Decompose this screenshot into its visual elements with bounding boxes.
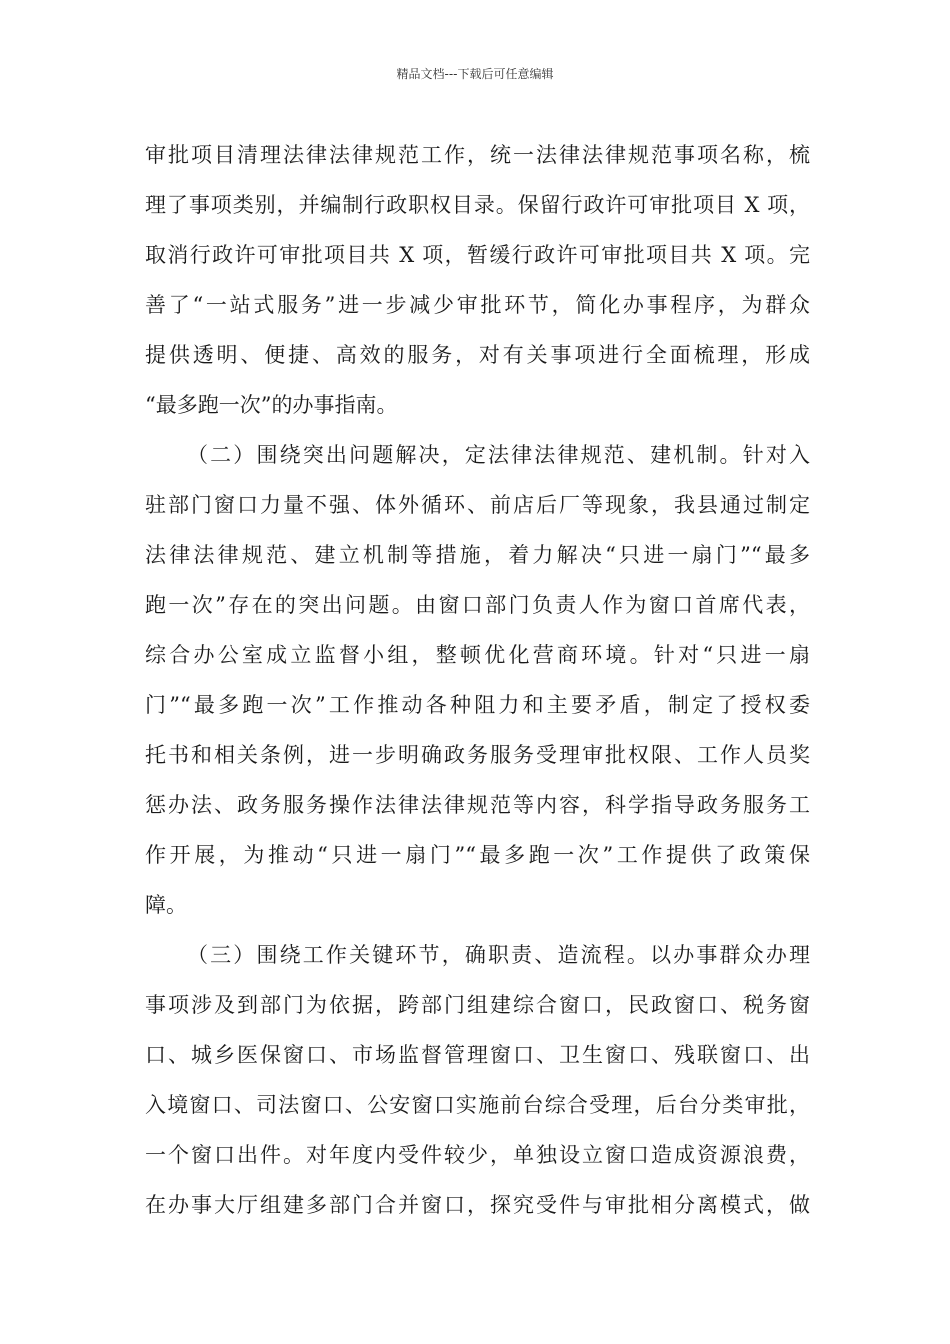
text-line: 一个窗口出件。对年度内受件较少，单独设立窗口造成资源浪费， xyxy=(145,1143,810,1167)
text-line: “最多跑一次”的办事指南。 xyxy=(145,393,398,417)
text-line: 在办事大厅组建多部门合并窗口，探究受件与审批相分离模式，做 xyxy=(145,1193,810,1217)
text-line: 驻部门窗口力量不强、体外循环、前店后厂等现象，我县通过制定 xyxy=(145,493,810,517)
page-header: 精品文档---下载后可任意编辑 xyxy=(396,67,554,81)
paragraph-first-line: （二）围绕突出问题解决，定法律法律规范、建机制。针对入 xyxy=(187,443,810,467)
text-line: 理了事项类别，并编制行政职权目录。保留行政许可审批项目 X 项， xyxy=(145,193,810,217)
text-line: 善了“一站式服务”进一步减少审批环节，简化办事程序，为群众 xyxy=(145,293,810,317)
text-line: 事项涉及到部门为依据，跨部门组建综合窗口，民政窗口、税务窗 xyxy=(145,993,810,1017)
text-line: 口、城乡医保窗口、市场监督管理窗口、卫生窗口、残联窗口、出 xyxy=(145,1043,810,1067)
text-line: 作开展，为推动“只进一扇门”“最多跑一次”工作提供了政策保 xyxy=(145,843,810,867)
text-line: 托书和相关条例，进一步明确政务服务受理审批权限、工作人员奖 xyxy=(145,743,810,767)
text-line: 综合办公室成立监督小组，整顿优化营商环境。针对“只进一扇 xyxy=(145,643,810,667)
text-line: 取消行政许可审批项目共 X 项，暂缓行政许可审批项目共 X 项。完 xyxy=(145,243,810,267)
text-line: 入境窗口、司法窗口、公安窗口实施前台综合受理，后台分类审批， xyxy=(145,1093,810,1117)
document-body xyxy=(145,130,810,1230)
text-line: 法律法律规范、建立机制等措施，着力解决“只进一扇门”“最多 xyxy=(145,543,810,567)
text-line: 审批项目清理法律法律规范工作，统一法律法律规范事项名称，梳 xyxy=(145,143,810,167)
text-line: 提供透明、便捷、高效的服务，对有关事项进行全面梳理，形成 xyxy=(145,343,810,367)
text-line: 障。 xyxy=(145,893,187,917)
paragraph-first-line: （三）围绕工作关键环节，确职责、造流程。以办事群众办理 xyxy=(187,943,810,967)
text-line: 惩办法、政务服务操作法律法律规范等内容，科学指导政务服务工 xyxy=(145,793,810,817)
text-line: 跑一次”存在的突出问题。由窗口部门负责人作为窗口首席代表， xyxy=(145,593,810,617)
text-line: 门”“最多跑一次”工作推动各种阻力和主要矛盾，制定了授权委 xyxy=(145,693,810,717)
